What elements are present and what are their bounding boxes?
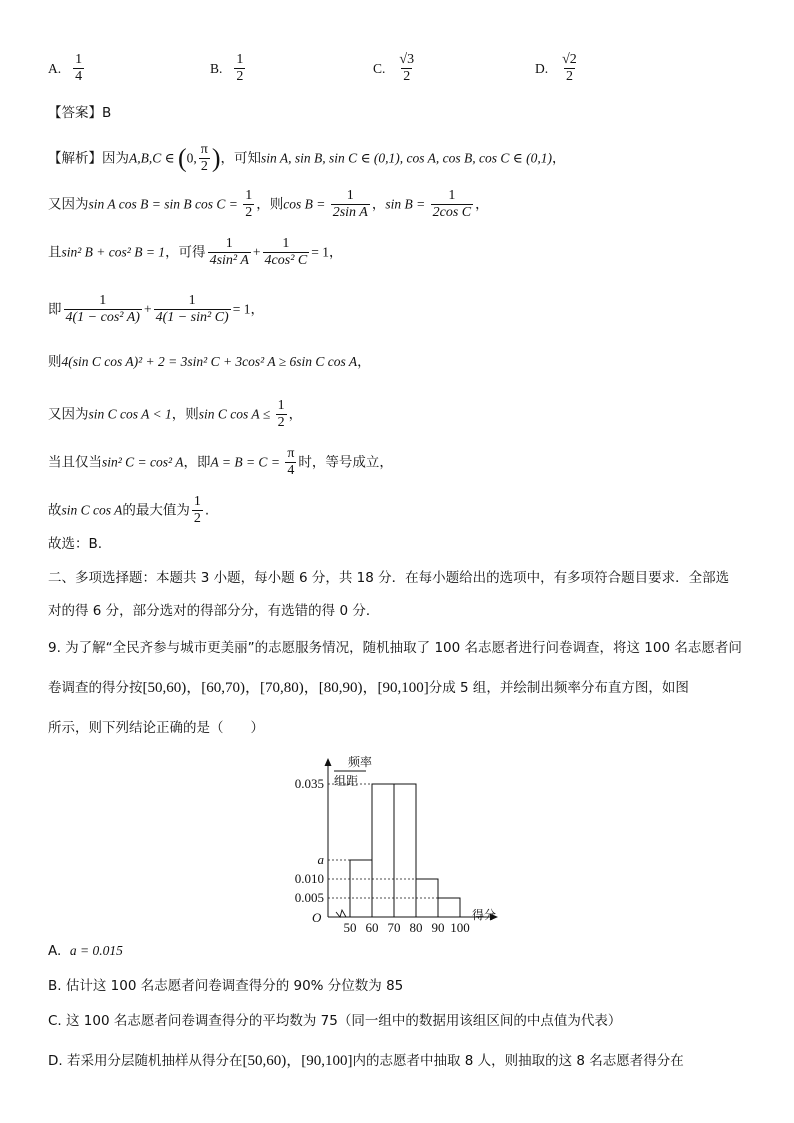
x-tick-label: 90 xyxy=(431,920,445,935)
y-axis-arrow xyxy=(325,758,332,766)
text: ， xyxy=(250,301,264,318)
frequency-histogram xyxy=(268,752,508,935)
x-tick-label: 50 xyxy=(343,920,357,935)
option-d-fraction xyxy=(560,52,579,85)
analysis-line-7 xyxy=(48,446,393,479)
fraction xyxy=(208,236,251,269)
q9-option-d xyxy=(48,1051,684,1071)
math: sin B = xyxy=(385,196,429,212)
fraction xyxy=(64,293,142,326)
math: A = B = C = xyxy=(210,454,284,470)
math: cos B = xyxy=(283,196,329,212)
frac-num: √2 xyxy=(562,52,577,67)
analysis-line-1 xyxy=(48,142,566,175)
section-2-line-1: 二、多项选择题：本题共 3 小题，每小题 6 分，共 18 分．在每小题给出的选项中，有多项符合题目要求．全部选 xyxy=(48,570,730,586)
frac-num: 1 xyxy=(193,494,201,509)
bar-[50,60) xyxy=(350,860,372,917)
frac-num: 1 xyxy=(245,188,253,203)
frac-den: 2 xyxy=(236,69,244,84)
text: ， xyxy=(552,150,566,167)
math: 0, xyxy=(186,150,197,166)
frac-den: 2 xyxy=(565,69,573,84)
frac-num: 1 xyxy=(188,293,196,308)
q9-option-c: C. 这 100 名志愿者问卷调查得分的平均数为 75（同一组中的数据用该组区间的中点值为代表） xyxy=(48,1013,622,1029)
frac-den: 2 xyxy=(245,205,253,220)
y-tick-label: 0.005 xyxy=(294,890,324,905)
text: ，可得 xyxy=(165,244,206,261)
option-b-fraction xyxy=(234,52,245,85)
frac-den: 2cos C xyxy=(432,205,472,220)
text: 故 xyxy=(48,502,62,519)
text: 的最大值为 xyxy=(122,502,190,519)
frac-den: 2 xyxy=(277,415,285,430)
math: sin² B + cos² B = 1 xyxy=(61,244,166,260)
math: sin² C = cos² A xyxy=(102,454,184,470)
frac-den: 4(1 − cos² A) xyxy=(65,310,140,325)
frac-den: 2 xyxy=(193,511,201,526)
section-2-line-2: 对的得 6 分，部分选对的得部分分，有选错的得 0 分． xyxy=(48,603,380,619)
option-a xyxy=(48,52,86,85)
frac-den: 4 xyxy=(287,463,295,478)
option-d xyxy=(535,52,581,85)
paren-open: ( xyxy=(178,143,187,173)
fraction xyxy=(276,398,287,431)
frac-den: 4sin² A xyxy=(209,253,249,268)
frac-num: 1 xyxy=(99,293,107,308)
frac-num: 1 xyxy=(282,236,290,251)
bar-[60,70) xyxy=(372,784,394,917)
option-a-label: A. xyxy=(48,60,62,76)
x-axis-label: 得分 xyxy=(472,908,497,922)
option-b-label: B. xyxy=(210,60,223,76)
conclusion-line: 故选：B. xyxy=(48,536,103,552)
option-label: A. xyxy=(48,943,62,959)
math: A,B,C ∈ xyxy=(129,150,178,166)
bar-[90,100] xyxy=(438,898,460,917)
text: 则 xyxy=(48,354,62,370)
analysis-line-2 xyxy=(48,188,489,221)
frac-den: 4 xyxy=(75,69,83,84)
frac-num: π xyxy=(287,446,295,461)
fraction xyxy=(431,188,474,221)
option-c xyxy=(373,52,418,85)
math: + xyxy=(143,301,152,317)
text: ，可知 xyxy=(220,150,262,167)
fraction xyxy=(243,188,254,221)
frac-num: 1 xyxy=(236,52,244,67)
analysis-line-3 xyxy=(48,236,342,269)
q9-line-3: 所示，则下列结论正确的是（ ） xyxy=(48,720,264,736)
analysis-line-8 xyxy=(48,494,209,527)
frac-den: 2 xyxy=(200,159,208,174)
math: a = 0.015 xyxy=(69,943,123,958)
math: 4(sin C cos A)² + 2 = 3sin² C + 3cos² A ≥ 6sin C cos A xyxy=(61,354,358,369)
option-a-fraction xyxy=(73,52,84,85)
text: 且 xyxy=(48,244,62,261)
frac-num: 1 xyxy=(75,52,83,67)
y-tick-label: 0.010 xyxy=(294,871,324,886)
option-b xyxy=(210,52,247,85)
text: D. 若采用分层随机抽样从得分在 xyxy=(48,1053,243,1069)
fraction xyxy=(199,142,210,175)
x-tick-label: 70 xyxy=(387,920,401,935)
analysis-line-4 xyxy=(48,293,264,326)
text: ，则 xyxy=(256,196,284,213)
math: sin C cos A ≤ xyxy=(198,406,274,422)
text: ，则 xyxy=(171,406,199,423)
math: sin C cos A xyxy=(61,502,123,518)
math: [50,60)，[60,70)，[70,80)，[80,90)，[90,100] xyxy=(142,680,429,696)
fraction xyxy=(192,494,203,527)
text: 又因为 xyxy=(48,406,89,423)
q9-option-a xyxy=(48,941,123,961)
x-tick-label: 100 xyxy=(450,920,470,935)
text: ， xyxy=(475,196,489,213)
bar-[80,90) xyxy=(416,879,438,917)
analysis-line-6 xyxy=(48,398,302,431)
fraction xyxy=(263,236,310,269)
text: 因为 xyxy=(102,150,129,167)
origin-label: O xyxy=(312,910,322,925)
option-c-fraction xyxy=(397,52,416,85)
y-label-bottom: 组距 xyxy=(334,774,359,788)
frac-den: 2 xyxy=(403,69,411,84)
math: sin A cos B = sin B cos C = xyxy=(88,196,242,212)
frac-num: √3 xyxy=(399,52,415,67)
math: = 1 xyxy=(311,244,329,260)
frac-num: 1 xyxy=(346,188,354,203)
text: 当且仅当 xyxy=(48,454,102,471)
bar-[70,80) xyxy=(394,784,416,917)
text: ，即 xyxy=(183,454,211,471)
option-d-label: D. xyxy=(535,60,549,76)
option-c-label: C. xyxy=(373,60,386,76)
fraction xyxy=(154,293,231,326)
x-tick-label: 80 xyxy=(409,920,423,935)
text: 卷调查的得分按 xyxy=(48,680,143,696)
frac-den: 4cos² C xyxy=(264,253,308,268)
text: 内的志愿者中抽取 8 人，则抽取的这 8 名志愿者得分在 xyxy=(352,1053,684,1069)
q9-line-2 xyxy=(48,678,689,698)
math: + xyxy=(252,244,261,260)
text: ， xyxy=(371,196,386,213)
y-label-top: 频率 xyxy=(348,755,373,769)
frac-den: 2sin A xyxy=(332,205,368,220)
y-tick-label: a xyxy=(317,852,324,867)
text: ， xyxy=(328,244,343,261)
frac-num: 1 xyxy=(225,236,233,251)
q9-line-1: 9. 为了解“全民齐参与城市更美丽”的志愿服务情况，随机抽取了 100 名志愿者进行问卷调查，将这 100 名志愿者问 xyxy=(48,640,742,656)
frac-num: 1 xyxy=(448,188,456,203)
paren-close: ) xyxy=(211,143,221,173)
frac-den: 4(1 − sin² C) xyxy=(155,310,229,325)
analysis-tag: 【解析】 xyxy=(48,150,102,167)
answer-line: 【答案】B xyxy=(48,105,112,121)
text: 分成 5 组，并绘制出频率分布直方图，如图 xyxy=(428,680,689,696)
math: sin A, sin B, sin C ∈ (0,1), cos A, cos B, cos C ∈ (0,1) xyxy=(261,150,553,166)
text: 时，等号成立， xyxy=(298,454,393,471)
x-tick-label: 60 xyxy=(365,920,379,935)
analysis-line-5 xyxy=(48,352,371,372)
frac-num: 1 xyxy=(277,398,285,413)
fraction xyxy=(285,446,296,479)
text: ， xyxy=(288,406,303,423)
text: 即 xyxy=(48,301,62,318)
axis-break-icon xyxy=(336,910,346,917)
math: [50,60)，[90,100] xyxy=(242,1053,353,1069)
y-tick-label: 0.035 xyxy=(294,776,324,791)
text: 又因为 xyxy=(48,196,89,213)
text: . xyxy=(204,502,210,519)
fraction xyxy=(331,188,370,221)
q9-option-b: B. 估计这 100 名志愿者问卷调查得分的 90% 分位数为 85 xyxy=(48,978,404,994)
frac-num: π xyxy=(200,142,208,157)
text: ， xyxy=(357,354,371,370)
math: sin C cos A < 1 xyxy=(88,406,172,422)
math: = 1 xyxy=(232,301,251,317)
